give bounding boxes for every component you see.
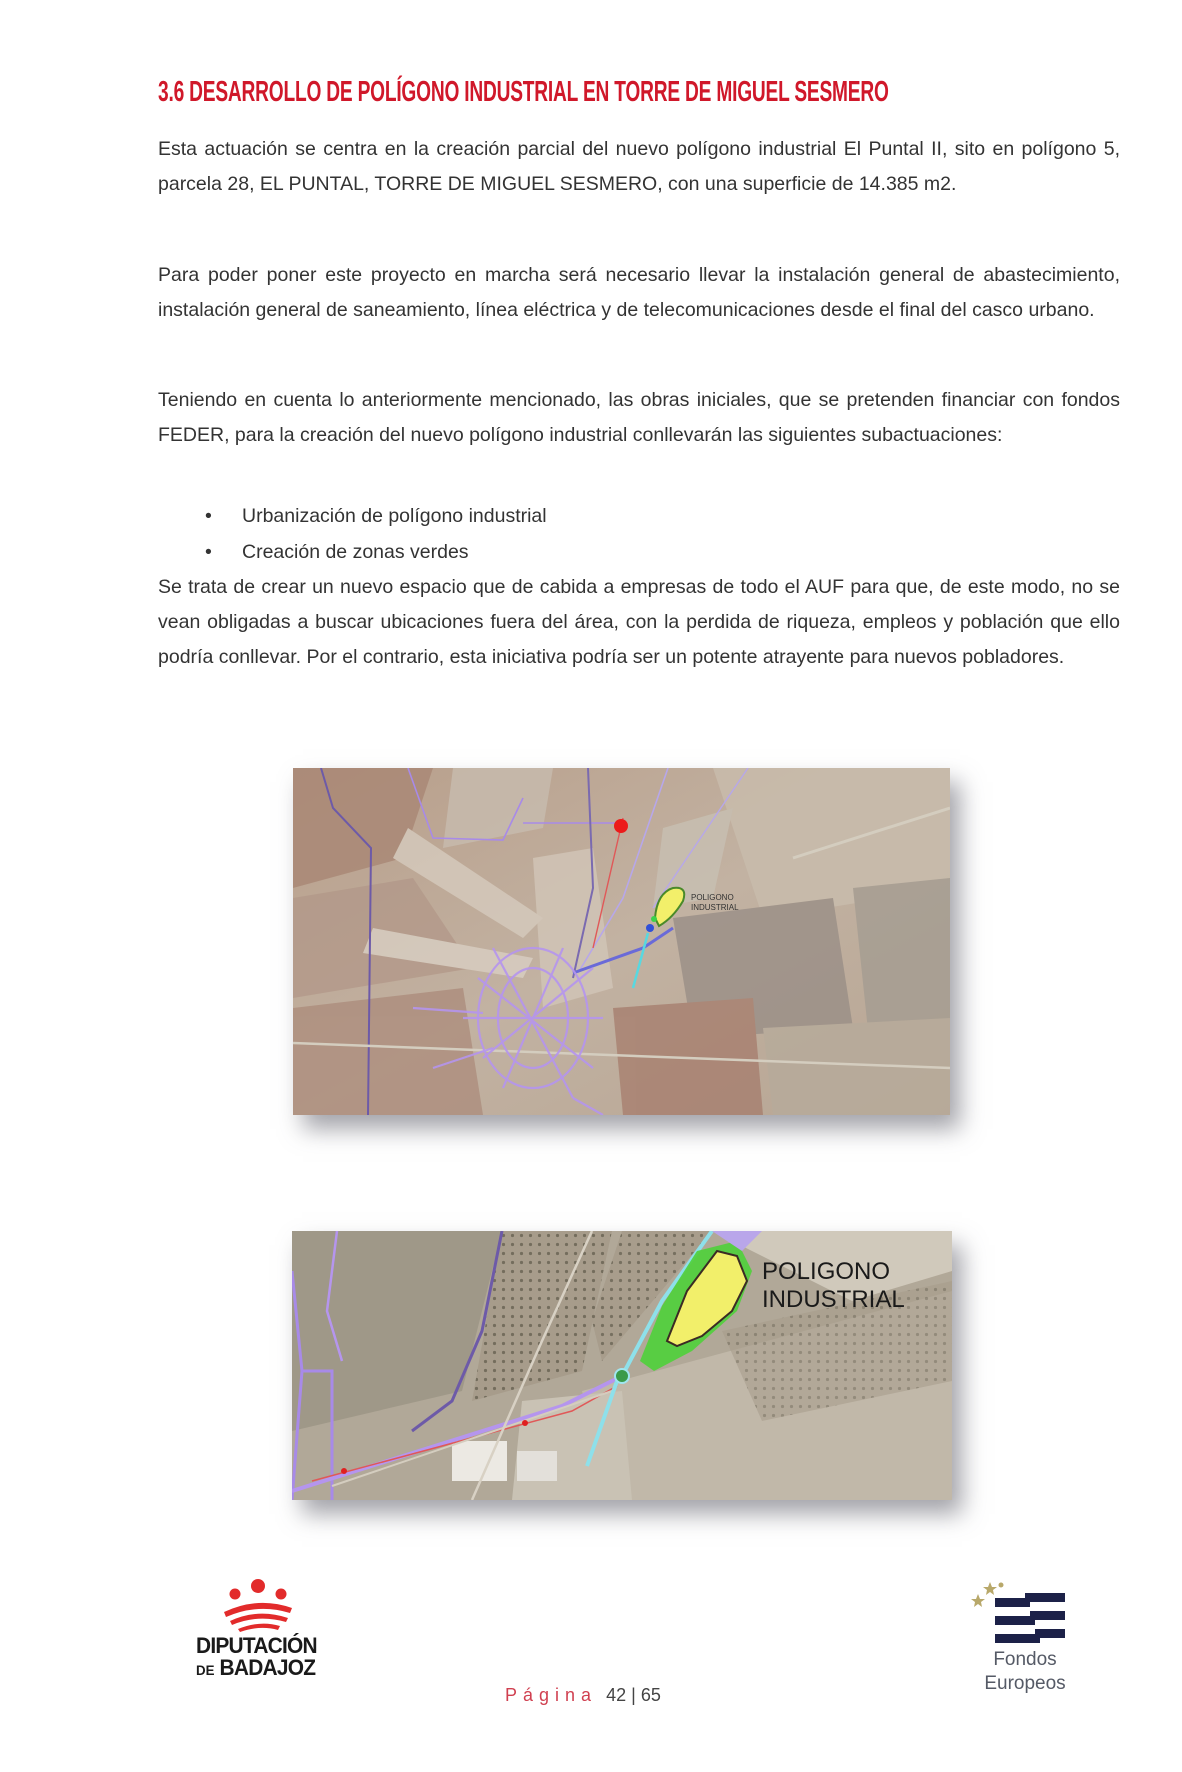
map-detail-label-line1: POLIGONO <box>762 1258 891 1285</box>
paragraph-infrastructure: Para poder poner este proyecto en marcha será necesario llevar la instalación general de abastecimiento, instalación general de saneamiento, línea eléctrica y de telecomunicaciones desde el final del casco urbano. <box>158 264 1120 321</box>
eu-funds-icon <box>970 1572 1080 1647</box>
logo-line2-small: DE <box>196 1662 215 1678</box>
location-marker-dot <box>614 819 628 833</box>
logo-line1: DIPUTACIÓN <box>196 1633 317 1658</box>
diputacion-logo-text <box>196 1635 317 1681</box>
aerial-map-overview <box>293 768 950 1115</box>
paragraph-intro: Esta actuación se centra en la creación parcial del nuevo polígono industrial El Puntal II, sito en polígono 5, parcela 28, EL PUNTAL, TORRE DE MIGUEL SESMERO, con una superficie de 14.385 m2. <box>158 138 1120 195</box>
paragraph-purpose: Se trata de crear un nuevo espacio que de cabida a empresas de todo el AUF para que, de este modo, no se vean obligadas a buscar ubicaciones fuera del área, con la perdida de riqueza, empleos y población que ello podría conllevar. Por el contrario, esta iniciativa podría ser un potente atrayente para nuevos pobladores. <box>158 576 1120 668</box>
map-detail-graphic <box>292 1231 952 1500</box>
map-overview-graphic <box>293 768 950 1115</box>
page-separator: | <box>631 1685 636 1705</box>
list-item-text: Creación de zonas verdes <box>242 540 469 563</box>
map-detail-label-line2: INDUSTRIAL <box>762 1286 905 1313</box>
diputacion-badajoz-logo <box>196 1578 338 1688</box>
page-current: 42 <box>606 1685 627 1705</box>
list-item <box>158 499 547 535</box>
logo-line2-main: BADAJOZ <box>219 1655 316 1680</box>
bullet-icon: • <box>205 540 212 563</box>
list-item <box>158 535 547 571</box>
page-counter <box>606 1685 661 1705</box>
section-title: 3.6 DESARROLLO DE POLÍGONO INDUSTRIAL EN TORRE DE MIGUEL SESMERO <box>158 76 889 108</box>
fe-line2: Europeos <box>984 1673 1066 1694</box>
list-item-text: Urbanización de polígono industrial <box>242 505 547 527</box>
subactions-list <box>158 499 547 570</box>
map-overview-label-line1: POLIGONO <box>691 893 734 902</box>
page-number <box>505 1685 661 1706</box>
map-overview-label-line2: INDUSTRIAL <box>691 903 739 912</box>
page-total: 65 <box>640 1685 661 1705</box>
paragraph-subactions: Teniendo en cuenta lo anteriormente mencionado, las obras iniciales, que se pretenden financiar con fondos FEDER, para la creación del nuevo polígono industrial conllevarán las siguientes subactuaciones: <box>158 389 1120 446</box>
logo-line2 <box>196 1657 317 1681</box>
fondos-europeos-logo <box>970 1572 1080 1692</box>
bullet-icon: • <box>205 505 212 527</box>
crown-arcs-icon <box>218 1578 298 1633</box>
fondos-europeos-text <box>970 1648 1080 1696</box>
page-label: Página <box>505 1685 598 1705</box>
aerial-map-detail <box>292 1231 952 1500</box>
fe-line1: Fondos <box>993 1649 1057 1670</box>
